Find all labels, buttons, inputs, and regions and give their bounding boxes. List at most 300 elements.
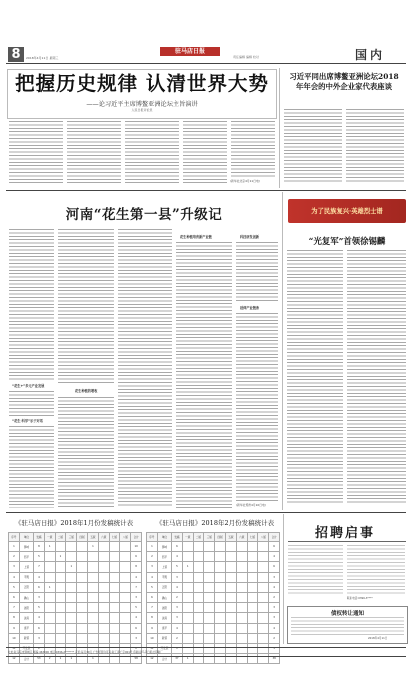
table-cell — [88, 592, 99, 602]
table-cell — [215, 552, 226, 562]
table-header-cell: 五版 — [226, 533, 237, 542]
table-cell — [236, 552, 247, 562]
recruit-rule — [288, 541, 406, 542]
table-cell: 7 — [131, 582, 142, 592]
table-cell: 上蔡 — [19, 562, 33, 572]
table-cell: 2 — [269, 592, 280, 602]
table-cell — [98, 552, 109, 562]
table-cell: 6 — [269, 542, 280, 552]
table-cell — [258, 572, 269, 582]
table-header-cell: 合计 — [269, 533, 280, 542]
table-cell: 1 — [88, 542, 99, 552]
table-cell — [98, 603, 109, 613]
table-cell — [98, 633, 109, 643]
table-cell: 11 — [9, 643, 20, 653]
table-header-cell: 单位 — [19, 533, 33, 542]
table-cell — [109, 572, 120, 582]
recruit-title: 招聘启事 — [314, 526, 375, 541]
table-cell: 2 — [9, 552, 20, 562]
table-cell — [215, 633, 226, 643]
table-cell — [182, 572, 193, 582]
table-cell — [226, 613, 237, 623]
table-cell — [204, 592, 215, 602]
table-header-cell: 四版 — [77, 533, 88, 542]
henan-body-col3 — [118, 229, 172, 508]
footer-bar — [6, 647, 406, 657]
table-cell: 3 — [34, 592, 45, 602]
table-row — [9, 542, 142, 552]
table-cell: 4 — [147, 572, 158, 582]
table-cell: 7 — [34, 562, 45, 572]
table-cell — [193, 542, 204, 552]
table-cell — [55, 562, 66, 572]
jan-stats-table — [8, 532, 142, 664]
hero-title: “光复军”首领徐锡麟 — [308, 236, 386, 246]
table-cell — [66, 552, 77, 562]
table-cell — [215, 562, 226, 572]
editor-line: 责任编辑 编辑 校对 — [233, 55, 259, 59]
table-row — [147, 582, 280, 592]
table-cell: 遂平 — [19, 623, 33, 633]
table-cell — [44, 562, 55, 572]
henan-subhead-2: “花生·科学”乐于对话 — [12, 419, 43, 423]
table-header-cell: 一版 — [182, 533, 193, 542]
table-cell: 11 — [147, 643, 158, 653]
table-cell: 确山 — [157, 592, 171, 602]
table-cell: 确山 — [19, 592, 33, 602]
column-rule — [282, 192, 283, 510]
table-row — [147, 542, 280, 552]
table-cell: 10 — [9, 633, 20, 643]
table-cell — [215, 542, 226, 552]
table-header-cell: 单位 — [157, 533, 171, 542]
table-cell — [55, 592, 66, 602]
table-cell — [77, 623, 88, 633]
table-cell — [120, 613, 131, 623]
table-cell — [236, 623, 247, 633]
table-cell — [44, 613, 55, 623]
table-cell — [226, 603, 237, 613]
table-row — [9, 623, 142, 633]
page-number: 8 — [8, 47, 24, 62]
table-cell: 6 — [131, 552, 142, 562]
table-cell: 3 — [34, 633, 45, 643]
table-cell — [204, 572, 215, 582]
table-cell — [204, 603, 215, 613]
table-cell: 3 — [131, 633, 142, 643]
table-cell — [44, 592, 55, 602]
table-cell — [236, 592, 247, 602]
table-cell — [66, 613, 77, 623]
henan-inline-head-3: 延伸产业链条 — [240, 306, 260, 310]
table-cell: 7 — [147, 603, 158, 613]
headline-body-col3 — [125, 121, 179, 183]
table-row — [9, 562, 142, 572]
table-cell: 4 — [9, 572, 20, 582]
headline-body-col2 — [67, 121, 121, 183]
henan-body-col2b — [58, 397, 114, 508]
table-cell — [236, 633, 247, 643]
table-cell: 平舆 — [157, 572, 171, 582]
henan-body-col1 — [9, 229, 54, 381]
table-header-cell: 八版 — [258, 533, 269, 542]
table-cell: 6 — [147, 592, 158, 602]
table-cell — [120, 582, 131, 592]
table-row — [147, 623, 280, 633]
table-cell: 3 — [269, 603, 280, 613]
table-cell — [215, 572, 226, 582]
headline-body-col1 — [9, 121, 63, 183]
table-cell — [109, 603, 120, 613]
table-cell: 6 — [269, 562, 280, 572]
table-cell: 38 — [269, 654, 280, 664]
henan-body-col4 — [176, 242, 232, 508]
table-cell: 4 — [34, 613, 45, 623]
table-cell — [109, 582, 120, 592]
table-cell: 2 — [269, 633, 280, 643]
table-cell — [120, 562, 131, 572]
table-cell — [226, 623, 237, 633]
table-cell — [236, 613, 247, 623]
table-cell — [55, 603, 66, 613]
table-cell — [236, 603, 247, 613]
table-cell: 10 — [147, 633, 158, 643]
table-cell: 遂平 — [157, 623, 171, 633]
table-cell — [258, 562, 269, 572]
table-row — [147, 633, 280, 643]
table-cell — [182, 592, 193, 602]
table-cell: 正阳 — [157, 582, 171, 592]
masthead-rule — [6, 63, 406, 64]
table-row — [9, 572, 142, 582]
table-cell — [77, 572, 88, 582]
table-cell — [215, 613, 226, 623]
table-cell — [226, 542, 237, 552]
table-cell — [258, 542, 269, 552]
table-cell — [88, 603, 99, 613]
henan-body-col1b — [9, 391, 54, 416]
table-cell: 5 — [147, 582, 158, 592]
table-cell: 6 — [34, 623, 45, 633]
table-cell: 3 — [9, 562, 20, 572]
recruit-body-col2 — [347, 545, 405, 595]
table-cell — [44, 623, 55, 633]
henan-inline-head-1: 花生种植培育新产业链 — [180, 235, 212, 239]
section-rule — [6, 512, 406, 513]
masthead — [0, 44, 415, 64]
table-cell — [88, 562, 99, 572]
table-cell — [247, 623, 258, 633]
table-cell: 4 — [172, 623, 183, 633]
table-cell — [182, 633, 193, 643]
table-cell — [258, 592, 269, 602]
table-cell — [44, 633, 55, 643]
table-cell — [44, 603, 55, 613]
table-cell: 5 — [34, 552, 45, 562]
table-cell — [226, 572, 237, 582]
table-cell: 1 — [44, 542, 55, 552]
debt-notice-body — [291, 617, 404, 635]
table-cell: 4 — [172, 552, 183, 562]
table-cell — [215, 603, 226, 613]
table-cell — [258, 623, 269, 633]
henan-signoff: (新华社郑州4月10日电) — [236, 503, 266, 507]
table-cell — [66, 592, 77, 602]
table-cell: 1 — [55, 552, 66, 562]
table-cell — [193, 613, 204, 623]
table-header-cell: 七版 — [247, 533, 258, 542]
table-cell — [98, 542, 109, 552]
section-name: 国内 — [355, 48, 386, 62]
table-cell: 37 — [172, 654, 183, 664]
table-cell — [193, 633, 204, 643]
table-cell — [193, 623, 204, 633]
table-header-cell: 三版 — [66, 533, 77, 542]
table-cell — [258, 552, 269, 562]
table-cell: 1 — [55, 654, 66, 664]
table-cell: 合计 — [19, 654, 33, 664]
table-cell: 8 — [9, 613, 20, 623]
table-cell — [182, 603, 193, 613]
table-cell: 西平 — [19, 552, 33, 562]
table-cell — [193, 552, 204, 562]
henan-inline-head-2: 科技研发创新 — [240, 235, 260, 239]
table-row — [9, 552, 142, 562]
feature-banner — [288, 199, 406, 223]
headline-subtitle: ——论习近平主席博鳌亚洲论坛主旨演讲 — [86, 101, 198, 108]
table-cell: 58 — [131, 654, 142, 664]
table-cell — [66, 542, 77, 552]
table-cell: 10 — [131, 542, 142, 552]
table-cell: 2 — [172, 633, 183, 643]
debt-notice-box — [287, 606, 408, 644]
table-cell — [55, 623, 66, 633]
table-cell — [204, 623, 215, 633]
table-cell — [98, 582, 109, 592]
table-cell — [109, 613, 120, 623]
recruit-body-col1 — [288, 545, 343, 595]
table-cell — [109, 552, 120, 562]
table-cell — [120, 592, 131, 602]
table-cell: 8 — [34, 542, 45, 552]
table-row — [9, 633, 142, 643]
table-cell: 驿城 — [19, 542, 33, 552]
table-cell: 4 — [172, 582, 183, 592]
table-cell: 1 — [182, 562, 193, 572]
table-cell — [98, 572, 109, 582]
footer-text: 社址:驻马店市驿城区 邮编:463000 电话:0396-2******* 定价:每月30元 广告经营许可证:驻工商广字001号 印刷:驻马店日报社印刷厂 — [8, 650, 163, 654]
table-cell: 9 — [147, 623, 158, 633]
table-cell — [88, 623, 99, 633]
table-cell: 新蔡 — [157, 633, 171, 643]
right-story-title: 习近平同出席博鳌亚洲论坛2018年年会的中外企业家代表座谈 — [289, 72, 399, 91]
table-cell — [236, 582, 247, 592]
table-cell — [182, 542, 193, 552]
table-cell: 6 — [9, 592, 20, 602]
feb-stats-table — [146, 532, 280, 664]
table-cell: 5 — [34, 603, 45, 613]
table-cell — [182, 582, 193, 592]
table-cell: 4 — [131, 572, 142, 582]
table-row — [147, 572, 280, 582]
table-cell: 3 — [172, 603, 183, 613]
table-cell — [44, 572, 55, 582]
table-header-cell: 七版 — [109, 533, 120, 542]
table-cell: 2 — [44, 654, 55, 664]
table-row — [147, 592, 280, 602]
table-header-cell: 八版 — [120, 533, 131, 542]
table-cell: 8 — [147, 613, 158, 623]
table-cell — [182, 552, 193, 562]
table-row — [147, 562, 280, 572]
table-cell: 4 — [269, 582, 280, 592]
table-cell: 1 — [66, 562, 77, 572]
table-cell — [193, 592, 204, 602]
table-cell — [98, 592, 109, 602]
table-cell — [236, 572, 247, 582]
table-cell: 1 — [147, 542, 158, 552]
table-cell — [88, 572, 99, 582]
table-cell: 3 — [172, 572, 183, 582]
table-cell — [247, 603, 258, 613]
headline-body-col4 — [183, 121, 227, 183]
henan-body-col5 — [236, 242, 278, 303]
table-cell — [77, 552, 88, 562]
table-row — [9, 603, 142, 613]
table-header-cell: 二版 — [55, 533, 66, 542]
henan-title: 河南“花生第一县”升级记 — [65, 207, 223, 223]
henan-body-col1c — [9, 426, 54, 508]
feature-banner-text: 为了民族复兴·英雄烈士谱 — [311, 208, 383, 215]
column-rule — [283, 514, 284, 644]
table-cell — [77, 562, 88, 572]
table-cell — [258, 603, 269, 613]
table-cell: 4 — [131, 613, 142, 623]
table-cell: 汝南 — [157, 613, 171, 623]
table-cell — [120, 603, 131, 613]
table-header-row — [9, 533, 142, 542]
table-cell — [226, 592, 237, 602]
table-cell — [215, 592, 226, 602]
table-cell — [44, 552, 55, 562]
table-header-cell: 二版 — [193, 533, 204, 542]
table-cell: 3 — [269, 572, 280, 582]
table-header-row — [147, 533, 280, 542]
table-cell: 2 — [172, 592, 183, 602]
table-cell: 3 — [269, 613, 280, 623]
hero-body-col1 — [287, 250, 343, 505]
table-cell — [66, 603, 77, 613]
headline-byline: 人民日报评论员 — [131, 108, 153, 112]
table-cell — [226, 552, 237, 562]
table-cell — [247, 582, 258, 592]
table-cell — [247, 633, 258, 643]
table-cell — [204, 562, 215, 572]
table-header-cell: 合计 — [131, 533, 142, 542]
table-header-cell: 发稿 — [172, 533, 183, 542]
table-cell — [98, 562, 109, 572]
table-cell — [247, 613, 258, 623]
section-rule — [6, 190, 406, 191]
table-cell: 4 — [269, 623, 280, 633]
column-rule — [279, 68, 280, 188]
table-cell: 开发区 — [19, 643, 33, 653]
table-cell — [77, 633, 88, 643]
table-cell — [77, 592, 88, 602]
hero-body-col2 — [347, 250, 406, 505]
table-cell — [204, 613, 215, 623]
table-cell: 53 — [34, 654, 45, 664]
table-cell — [66, 582, 77, 592]
table-header-cell: 五版 — [88, 533, 99, 542]
feb-table-title: 《驻马店日报》2018年2月份发稿统计表 — [155, 519, 275, 527]
table-cell: 9 — [9, 623, 20, 633]
table-cell: 12 — [9, 654, 20, 664]
table-cell — [226, 562, 237, 572]
table-cell — [109, 633, 120, 643]
table-cell: 8 — [131, 562, 142, 572]
table-cell — [182, 623, 193, 633]
table-cell: 6 — [34, 582, 45, 592]
table-cell — [215, 623, 226, 633]
table-cell — [109, 542, 120, 552]
table-cell — [247, 572, 258, 582]
table-cell — [88, 582, 99, 592]
henan-body-col5b — [236, 313, 278, 503]
table-cell — [55, 633, 66, 643]
table-cell: 1 — [182, 654, 193, 664]
table-cell — [98, 623, 109, 633]
table-cell — [258, 633, 269, 643]
table-header-cell: 序号 — [9, 533, 20, 542]
table-row — [147, 603, 280, 613]
table-cell — [66, 633, 77, 643]
table-cell — [247, 592, 258, 602]
table-cell: 平舆 — [19, 572, 33, 582]
table-cell — [109, 562, 120, 572]
table-header-cell: 四版 — [215, 533, 226, 542]
table-cell — [120, 552, 131, 562]
table-cell: 1 — [66, 654, 77, 664]
table-cell — [193, 603, 204, 613]
table-cell: 泌阳 — [157, 603, 171, 613]
table-cell — [66, 623, 77, 633]
right-story-body-col2 — [346, 109, 404, 184]
table-cell: 上蔡 — [157, 562, 171, 572]
table-cell — [193, 582, 204, 592]
table-cell — [247, 562, 258, 572]
table-cell — [226, 633, 237, 643]
table-cell: 12 — [147, 654, 158, 664]
table-cell — [77, 542, 88, 552]
table-cell — [204, 633, 215, 643]
recruit-phone: 联系电话:0396-3**** — [347, 597, 373, 600]
table-cell — [55, 613, 66, 623]
table-cell — [236, 562, 247, 572]
table-cell: 驿城 — [157, 542, 171, 552]
table-cell — [77, 603, 88, 613]
table-cell: 开发区 — [157, 643, 171, 653]
table-cell — [226, 582, 237, 592]
table-cell — [77, 582, 88, 592]
table-cell — [247, 542, 258, 552]
table-header-cell: 发稿 — [34, 533, 45, 542]
table-cell — [193, 572, 204, 582]
table-cell — [88, 552, 99, 562]
table-cell: 3 — [147, 562, 158, 572]
table-cell — [120, 633, 131, 643]
table-cell — [236, 542, 247, 552]
